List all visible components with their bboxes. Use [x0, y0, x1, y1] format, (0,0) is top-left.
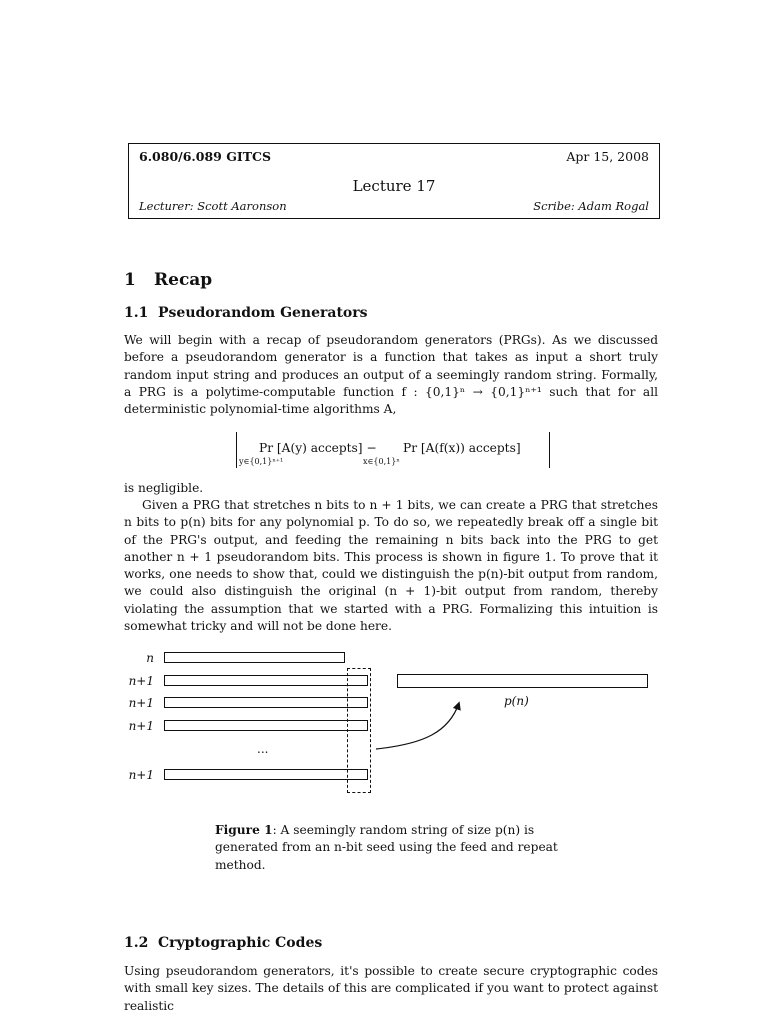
course-code: 6.080/6.089 GITCS: [139, 149, 272, 164]
formula-term-2-subscript: x∈{0,1}ⁿ: [363, 457, 400, 466]
section-number: 1: [124, 270, 136, 290]
probability-formula: [236, 432, 550, 468]
scribe-name: Scribe: Adam Rogal: [533, 199, 649, 213]
lecture-title: Lecture 17: [352, 177, 436, 195]
lecturer-name: Lecturer: Scott Aaronson: [139, 199, 287, 213]
section-heading-recap: [124, 270, 212, 290]
subsection-number: 1.2: [124, 935, 149, 951]
paragraph-crypto-codes: Using pseudorandom generators, it's possible to create secure cryptographic codes with small key sizes. The details of this are complicated if you want to protect against realistic: [124, 964, 658, 1013]
subsection-number: 1.1: [124, 305, 149, 321]
lecture-header-box: [128, 143, 660, 219]
ellipsis: ...: [257, 742, 269, 756]
pn-label: p(n): [504, 694, 529, 708]
formula-term-1-subscript: y∈{0,1}ⁿ⁺¹: [239, 457, 284, 466]
paragraph-prg-intro: We will begin with a recap of pseudorandom generators (PRGs). As we discussed before a pseudorandom generator is a function that takes as input a short truly random input string and produces an output of a seemingly random string. Formally, a PRG is a polytime-computable function f : {0,1}ⁿ → {0,1}ⁿ⁺¹ such that for all deterministic polynomial-time algorithms A,: [124, 333, 658, 417]
row-label-n-plus-1: n+1: [128, 674, 154, 688]
formula-term-1: Pr [A(y) accepts] −: [259, 441, 377, 455]
row-label-n-plus-1: n+1: [128, 696, 154, 710]
row-label-n-plus-1: n+1: [128, 719, 154, 733]
figure-caption: [215, 822, 577, 874]
subsection-title: Cryptographic Codes: [158, 935, 323, 951]
formula-term-2: Pr [A(f(x)) accepts]: [403, 441, 521, 455]
subsection-heading-prg: [124, 305, 368, 321]
paragraph-prg-stretch: Given a PRG that stretches n bits to n + 1 bits, we can create a PRG that stretches n bits to p(n) bits for any polynomial p. To do so, we repeatedly break off a single bit of the PRG's output, and feeding the remaining n bits back into the PRG to get another n + 1 pseudorandom bits. This process is shown in figure 1. To prove that it works, one needs to show that, could we distinguish the p(n)-bit output from random, we could also distinguish the original (n + 1)-bit output from random, thereby violating the assumption that we started with a PRG. Formalizing this intuition is somewhat tricky and will not be done here.: [124, 498, 658, 634]
caption-text: : A seemingly random string of size p(n) is generated from an n-bit seed using the feed and repeat method.: [215, 823, 558, 872]
row-label-n: n: [146, 651, 154, 665]
paragraph-negligible: is negligible.: [124, 481, 204, 495]
arrow-icon: [124, 640, 684, 810]
subsection-heading-codes: [124, 935, 322, 951]
caption-label: Figure 1: [215, 823, 273, 837]
subsection-title: Pseudorandom Generators: [158, 305, 368, 321]
row-label-n-plus-1: n+1: [128, 768, 154, 782]
section-title: Recap: [154, 270, 213, 290]
figure-feed-repeat: [124, 640, 684, 810]
lecture-date: Apr 15, 2008: [566, 149, 649, 164]
